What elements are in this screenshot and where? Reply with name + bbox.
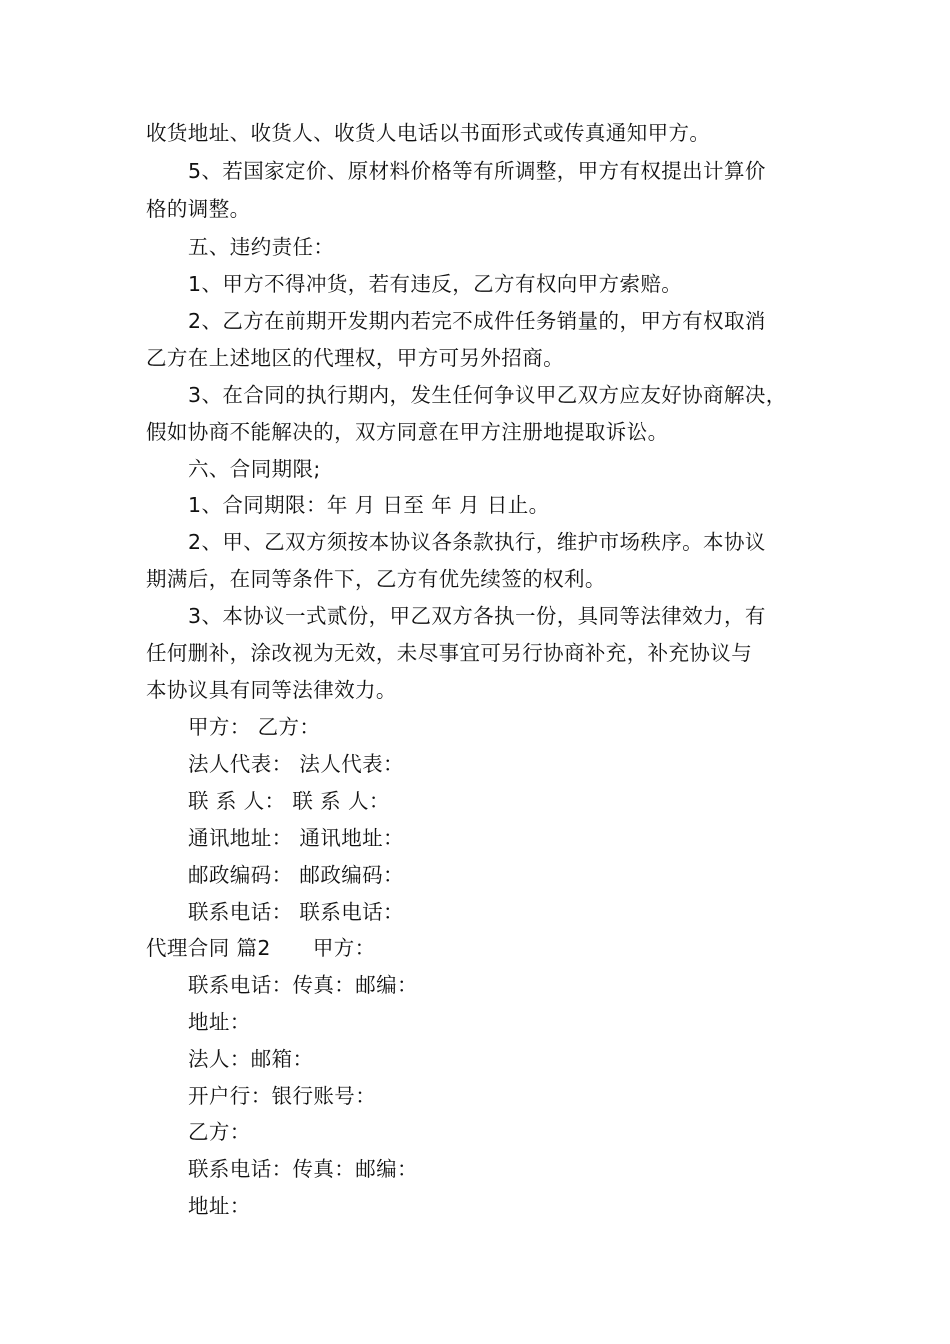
form-line: 地址： xyxy=(188,1010,251,1034)
text-line: 2、甲、乙双方须按本协议各条款执行，维护市场秩序。本协议 xyxy=(188,530,766,554)
text-line: 1、甲方不得冲货，若有违反，乙方有权向甲方索赔。 xyxy=(188,272,683,296)
form-line: 地址： xyxy=(188,1194,251,1218)
section-heading: 六、合同期限; xyxy=(188,457,321,481)
text-line: 假如协商不能解决的，双方同意在甲方注册地提取诉讼。 xyxy=(146,420,669,444)
contract-heading-row xyxy=(146,930,376,966)
text-line: 3、本协议一式贰份，甲乙双方各执一份，具同等法律效力，有 xyxy=(188,604,766,628)
signature-line: 法人代表： 法人代表： xyxy=(188,752,404,776)
form-line: 法人：邮箱： xyxy=(188,1047,314,1071)
party-a-label: 甲方： xyxy=(312,936,376,960)
text-line: 期满后，在同等条件下，乙方有优先续签的权利。 xyxy=(146,567,606,591)
text-line: 5、若国家定价、原材料价格等有所调整，甲方有权提出计算价 xyxy=(188,159,766,183)
signature-line: 联 系 人： 联 系 人： xyxy=(188,789,390,813)
form-line: 联系电话：传真：邮编： xyxy=(188,1157,418,1181)
text-line: 乙方在上述地区的代理权，甲方可另外招商。 xyxy=(146,346,564,370)
section-heading: 五、违约责任： xyxy=(188,235,335,259)
signature-line: 邮政编码： 邮政编码： xyxy=(188,863,404,887)
form-line: 开户行：银行账号： xyxy=(188,1084,377,1108)
signature-line: 联系电话： 联系电话： xyxy=(188,900,404,924)
contract-title: 代理合同 篇2 xyxy=(146,936,271,960)
text-line: 收货地址、收货人、收货人电话以书面形式或传真通知甲方。 xyxy=(146,121,711,145)
signature-line: 通讯地址： 通讯地址： xyxy=(188,826,404,850)
text-line: 本协议具有同等法律效力。 xyxy=(146,678,397,702)
text-line: 3、在合同的执行期内，发生任何争议甲乙双方应友好协商解决， xyxy=(188,383,787,407)
text-line: 2、乙方在前期开发期内若完不成件任务销量的，甲方有权取消 xyxy=(188,309,766,333)
text-line: 格的调整。 xyxy=(146,197,251,221)
text-line: 任何删补，涂改视为无效，未尽事宜可另行协商补充，补充协议与 xyxy=(146,641,753,665)
form-line: 乙方： xyxy=(188,1120,251,1144)
text-line: 1、合同期限：年 月 日至 年 月 日止。 xyxy=(188,493,550,517)
form-line: 联系电话：传真：邮编： xyxy=(188,973,418,997)
signature-line: 甲方： 乙方： xyxy=(188,715,321,739)
